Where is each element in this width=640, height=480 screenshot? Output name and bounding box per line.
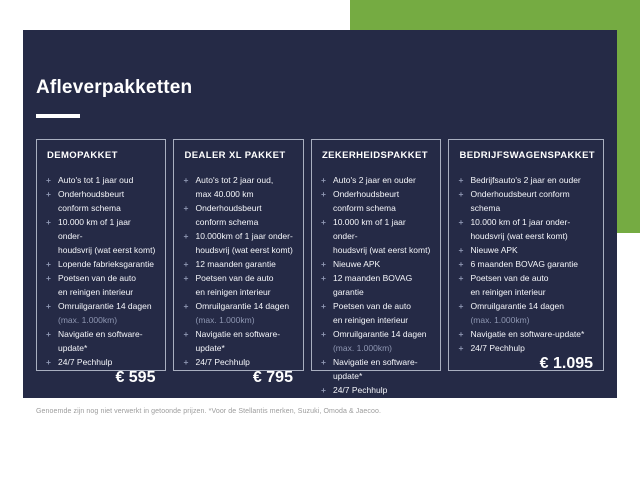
item-line: en reinigen interieur (332, 315, 409, 325)
item-line: conform schema (195, 217, 259, 227)
package-item (46, 271, 157, 299)
item-line: max 40.000 km (195, 189, 254, 199)
item-line: 24/7 Pechhulp (195, 357, 250, 367)
package-item (321, 355, 432, 383)
package-item (458, 243, 595, 257)
plus-bullet-icon: + (458, 189, 464, 199)
plus-bullet-icon: + (458, 245, 464, 255)
package-item (183, 257, 294, 271)
package-card (311, 139, 441, 414)
plus-bullet-icon: + (458, 217, 464, 227)
package-price: € 1.095 (539, 355, 594, 372)
item-line: Omruilgarantie 14 dagen (470, 301, 565, 311)
item-line: Onderhoudsbeurt (195, 203, 262, 213)
package-item (46, 187, 157, 215)
item-line: Nieuwe APK (332, 259, 381, 269)
item-line: Auto's tot 2 jaar oud, (195, 175, 274, 185)
plus-bullet-icon: + (320, 329, 326, 339)
package-price: € 795 (252, 369, 293, 386)
item-line: Lopende fabrieksgarantie (58, 259, 154, 269)
plus-bullet-icon: + (46, 217, 51, 227)
package-item (321, 271, 432, 299)
package-item (321, 215, 432, 257)
package-items (321, 173, 432, 397)
item-line: 12 maanden BOVAG garantie (332, 273, 413, 297)
item-line: en reinigen interieur (58, 287, 134, 297)
item-line: Bedrijfsauto's 2 jaar en ouder (470, 175, 581, 185)
package-item (458, 271, 595, 299)
item-subline: (max. 1.000km) (470, 315, 530, 325)
package-item (46, 215, 157, 257)
item-line: Omruilgarantie 14 dagen (58, 301, 152, 311)
plus-bullet-icon: + (458, 329, 464, 339)
plus-bullet-icon: + (458, 301, 464, 311)
package-item (46, 257, 157, 271)
item-line: Poetsen van de auto (195, 273, 274, 283)
plus-bullet-icon: + (183, 175, 189, 185)
plus-bullet-icon: + (320, 301, 326, 311)
package-item (458, 173, 595, 187)
item-line: 10.000 km of 1 jaar onder- (58, 217, 131, 241)
item-line: Navigatie en software-update* (58, 329, 143, 353)
plus-bullet-icon: + (183, 273, 189, 283)
item-line: 24/7 Pechhulp (58, 357, 113, 367)
plus-bullet-icon: + (320, 217, 326, 227)
item-line: Navigatie en software-update* (195, 329, 281, 353)
item-line: 10.000km of 1 jaar onder- (195, 231, 293, 241)
plus-bullet-icon: + (458, 259, 464, 269)
item-line: 24/7 Pechhulp (470, 343, 525, 353)
item-line: houdsvrij (wat eerst komt) (470, 231, 568, 241)
plus-bullet-icon: + (183, 301, 189, 311)
plus-bullet-icon: + (320, 189, 326, 199)
plus-bullet-icon: + (320, 385, 326, 395)
plus-bullet-icon: + (183, 329, 189, 339)
item-line: Auto's tot 1 jaar oud (58, 175, 134, 185)
plus-bullet-icon: + (183, 259, 189, 269)
footnote: Genoemde zijn nog niet verwerkt in getoonde prijzen. *Voor de Stellantis merken, Suzuki, Omoda & Jaecoo. (36, 408, 382, 415)
item-line: houdsvrij (wat eerst komt) (332, 245, 431, 255)
plus-bullet-icon: + (46, 273, 51, 283)
package-title: DEALER XL PAKKET (184, 150, 286, 161)
item-line: en reinigen interieur (470, 287, 546, 297)
plus-bullet-icon: + (320, 273, 326, 283)
page-title: Afleverpakketten (36, 77, 193, 98)
plus-bullet-icon: + (458, 343, 464, 353)
plus-bullet-icon: + (46, 175, 51, 185)
item-line: Navigatie en software-update* (332, 357, 418, 381)
package-item (183, 327, 294, 355)
item-line: Auto's 2 jaar en ouder (332, 175, 416, 185)
package-item (321, 383, 432, 397)
package-title: ZEKERHEIDSPAKKET (321, 150, 428, 161)
item-line: Navigatie en software-update* (470, 329, 585, 339)
item-line: 6 maanden BOVAG garantie (470, 259, 579, 269)
package-card (36, 139, 166, 386)
plus-bullet-icon: + (183, 357, 189, 367)
item-line: Onderhoudsbeurt (58, 189, 125, 199)
item-subline: (max. 1.000km) (195, 315, 255, 325)
plus-bullet-icon: + (183, 231, 189, 241)
item-line: houdsvrij (wat eerst komt) (58, 245, 156, 255)
package-item (183, 299, 294, 327)
package-item (458, 299, 595, 327)
item-line: Omruilgarantie 14 dagen (332, 329, 427, 339)
package-item (458, 327, 595, 341)
package-item (183, 355, 294, 369)
package-item (321, 173, 432, 187)
item-line: houdsvrij (wat eerst komt) (195, 245, 293, 255)
package-item (183, 271, 294, 299)
package-item (46, 327, 157, 355)
item-line: Onderhoudsbeurt (332, 189, 400, 199)
package-card (173, 139, 303, 386)
item-line: Omruilgarantie 14 dagen (195, 301, 290, 311)
item-line: 12 maanden garantie (195, 259, 276, 269)
item-line: schema (470, 203, 501, 213)
package-price: € 595 (115, 369, 156, 386)
item-line: 24/7 Pechhulp (332, 385, 388, 395)
plus-bullet-icon: + (183, 203, 189, 213)
package-item (46, 173, 157, 187)
item-line: en reinigen interieur (195, 287, 271, 297)
item-line: Poetsen van de auto (58, 273, 136, 283)
package-item (46, 299, 157, 327)
package-item (458, 341, 595, 355)
item-line: 10.000 km of 1 jaar onder- (332, 217, 406, 241)
item-line: Poetsen van de auto (332, 301, 411, 311)
plus-bullet-icon: + (46, 259, 51, 269)
package-items (183, 173, 294, 369)
package-item (458, 257, 595, 271)
package-title: BEDRIJFSWAGENSPAKKET (459, 150, 596, 161)
item-line: Poetsen van de auto (470, 273, 549, 283)
plus-bullet-icon: + (46, 329, 51, 339)
item-subline: (max. 1.000km) (332, 343, 393, 353)
package-item (321, 327, 432, 355)
plus-bullet-icon: + (458, 273, 464, 283)
item-line: conform schema (332, 203, 396, 213)
item-line: Nieuwe APK (470, 245, 518, 255)
item-line: Onderhoudsbeurt conform (470, 189, 570, 199)
package-item (183, 201, 294, 229)
plus-bullet-icon: + (46, 189, 51, 199)
plus-bullet-icon: + (46, 357, 51, 367)
package-item (46, 355, 157, 369)
title-underline (36, 114, 80, 118)
plus-bullet-icon: + (320, 175, 326, 185)
plus-bullet-icon: + (320, 259, 326, 269)
package-item (321, 187, 432, 215)
package-item (183, 173, 294, 201)
package-item (458, 187, 595, 215)
plus-bullet-icon: + (458, 175, 464, 185)
package-title: DEMOPAKKET (47, 150, 118, 161)
package-card (448, 139, 604, 371)
package-item (183, 229, 294, 257)
item-subline: (max. 1.000km) (58, 315, 118, 325)
package-price: € 1.095 (377, 397, 431, 414)
package-items (46, 173, 157, 369)
item-line: conform schema (58, 203, 121, 213)
package-item (321, 257, 432, 271)
plus-bullet-icon: + (320, 357, 326, 367)
package-item (321, 299, 432, 327)
package-items (458, 173, 595, 355)
package-item (458, 215, 595, 243)
plus-bullet-icon: + (46, 301, 51, 311)
item-line: 10.000 km of 1 jaar onder- (470, 217, 571, 227)
